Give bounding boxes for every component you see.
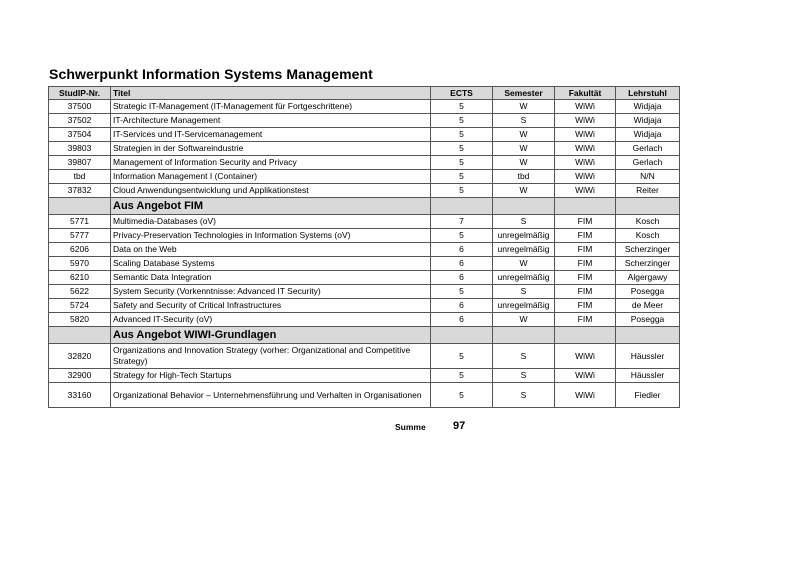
cell-ects: 5 (431, 383, 493, 408)
cell-ects: 5 (431, 369, 493, 383)
cell-studip-nr: 6206 (49, 243, 111, 257)
cell-fakultaet: WiWi (555, 114, 616, 128)
cell-ects: 6 (431, 243, 493, 257)
table-row (49, 285, 680, 299)
table-row (49, 271, 680, 285)
cell-studip-nr: 37500 (49, 100, 111, 114)
table-row (49, 184, 680, 198)
cell-fakultaet: WiWi (555, 128, 616, 142)
cell-semester: W (493, 184, 555, 198)
cell-fakultaet: FIM (555, 243, 616, 257)
cell-ects: 6 (431, 313, 493, 327)
cell-studip-nr: 5724 (49, 299, 111, 313)
section-blank-cell (431, 198, 493, 215)
cell-fakultaet: FIM (555, 285, 616, 299)
cell-titel: Advanced IT-Security (oV) (111, 313, 431, 327)
cell-semester: S (493, 114, 555, 128)
cell-fakultaet: FIM (555, 271, 616, 285)
cell-titel: Strategien in der Softwareindustrie (111, 142, 431, 156)
section-blank-cell (493, 327, 555, 344)
cell-ects: 7 (431, 215, 493, 229)
table-row (49, 257, 680, 271)
cell-studip-nr: 37504 (49, 128, 111, 142)
section-blank-cell (49, 327, 111, 344)
section-row-fim (49, 198, 680, 215)
cell-semester: unregelmäßig (493, 243, 555, 257)
cell-lehrstuhl: Scherzinger (616, 257, 680, 271)
cell-lehrstuhl: Reiter (616, 184, 680, 198)
table-row (49, 156, 680, 170)
cell-lehrstuhl: Widjaja (616, 100, 680, 114)
cell-studip-nr: 5771 (49, 215, 111, 229)
section-blank-cell (555, 327, 616, 344)
cell-titel: Cloud Anwendungsentwicklung und Applikationstest (111, 184, 431, 198)
cell-ects: 5 (431, 114, 493, 128)
cell-ects: 5 (431, 156, 493, 170)
table-row (49, 128, 680, 142)
table-row (49, 383, 680, 408)
cell-studip-nr: 37502 (49, 114, 111, 128)
table-header-row (49, 87, 680, 100)
cell-fakultaet: WiWi (555, 344, 616, 369)
cell-studip-nr: 39807 (49, 156, 111, 170)
header-lehrstuhl: Lehrstuhl (616, 87, 680, 100)
cell-semester: W (493, 156, 555, 170)
cell-lehrstuhl: Widjaja (616, 128, 680, 142)
cell-titel: System Security (Vorkenntnisse: Advanced IT Security) (111, 285, 431, 299)
cell-titel: Semantic Data Integration (111, 271, 431, 285)
table-row (49, 243, 680, 257)
cell-lehrstuhl: Scherzinger (616, 243, 680, 257)
cell-lehrstuhl: Algergawy (616, 271, 680, 285)
cell-lehrstuhl: Posegga (616, 313, 680, 327)
cell-lehrstuhl: Häussler (616, 369, 680, 383)
cell-titel: IT-Services und IT-Servicemanagement (111, 128, 431, 142)
cell-titel: Organizational Behavior – Unternehmensführung und Verhalten in Organisationen (111, 383, 431, 408)
cell-studip-nr: 5622 (49, 285, 111, 299)
section-blank-cell (616, 198, 680, 215)
cell-lehrstuhl: Häussler (616, 344, 680, 369)
page-title: Schwerpunkt Information Systems Management (49, 66, 373, 82)
summe-label: Summe (395, 422, 426, 432)
cell-semester: S (493, 215, 555, 229)
cell-studip-nr: 6210 (49, 271, 111, 285)
table-row (49, 100, 680, 114)
cell-lehrstuhl: N/N (616, 170, 680, 184)
header-studip-nr: StudIP-Nr. (49, 87, 111, 100)
summe-value: 97 (453, 420, 466, 432)
cell-semester: tbd (493, 170, 555, 184)
header-semester: Semester (493, 87, 555, 100)
cell-studip-nr: 5820 (49, 313, 111, 327)
cell-fakultaet: WiWi (555, 156, 616, 170)
cell-semester: unregelmäßig (493, 229, 555, 243)
cell-semester: W (493, 128, 555, 142)
cell-titel: Safety and Security of Critical Infrastructures (111, 299, 431, 313)
cell-ects: 5 (431, 229, 493, 243)
cell-fakultaet: WiWi (555, 369, 616, 383)
cell-titel: Data on the Web (111, 243, 431, 257)
cell-titel: Management of Information Security and Privacy (111, 156, 431, 170)
cell-titel: Organizations and Innovation Strategy (vorher: Organizational and Competitive Strategy) (111, 344, 431, 369)
cell-studip-nr: 5777 (49, 229, 111, 243)
cell-lehrstuhl: Kosch (616, 229, 680, 243)
table-row (49, 142, 680, 156)
header-fakultaet: Fakultät (555, 87, 616, 100)
cell-ects: 6 (431, 299, 493, 313)
table-row (49, 215, 680, 229)
cell-ects: 5 (431, 100, 493, 114)
cell-titel: Information Management I (Container) (111, 170, 431, 184)
cell-lehrstuhl: Gerlach (616, 156, 680, 170)
header-titel: Titel (111, 87, 431, 100)
table-row (49, 299, 680, 313)
cell-studip-nr: 37832 (49, 184, 111, 198)
table-row (49, 114, 680, 128)
cell-studip-nr: 39803 (49, 142, 111, 156)
cell-lehrstuhl: Gerlach (616, 142, 680, 156)
cell-titel: Strategy for High-Tech Startups (111, 369, 431, 383)
cell-lehrstuhl: Fiedler (616, 383, 680, 408)
cell-studip-nr: 32900 (49, 369, 111, 383)
cell-fakultaet: FIM (555, 229, 616, 243)
cell-semester: W (493, 313, 555, 327)
cell-semester: S (493, 285, 555, 299)
cell-lehrstuhl: Posegga (616, 285, 680, 299)
cell-studip-nr: 5970 (49, 257, 111, 271)
section-blank-cell (431, 327, 493, 344)
cell-fakultaet: FIM (555, 313, 616, 327)
cell-semester: S (493, 383, 555, 408)
cell-fakultaet: FIM (555, 299, 616, 313)
cell-ects: 5 (431, 184, 493, 198)
course-table (48, 86, 680, 408)
header-ects: ECTS (431, 87, 493, 100)
table-row (49, 344, 680, 369)
cell-ects: 6 (431, 257, 493, 271)
cell-ects: 5 (431, 344, 493, 369)
cell-studip-nr: 32820 (49, 344, 111, 369)
section-blank-cell (49, 198, 111, 215)
cell-titel: Strategic IT-Management (IT-Management für Fortgeschrittene) (111, 100, 431, 114)
cell-fakultaet: FIM (555, 215, 616, 229)
section-blank-cell (555, 198, 616, 215)
cell-fakultaet: WiWi (555, 100, 616, 114)
cell-titel: Privacy-Preservation Technologies in Information Systems (oV) (111, 229, 431, 243)
cell-fakultaet: WiWi (555, 383, 616, 408)
section-blank-cell (616, 327, 680, 344)
cell-fakultaet: WiWi (555, 170, 616, 184)
section-label-wiwi: Aus Angebot WIWI-Grundlagen (111, 327, 431, 344)
cell-semester: S (493, 369, 555, 383)
cell-semester: W (493, 142, 555, 156)
cell-semester: unregelmäßig (493, 271, 555, 285)
cell-studip-nr: tbd (49, 170, 111, 184)
table-row (49, 170, 680, 184)
cell-lehrstuhl: Widjaja (616, 114, 680, 128)
cell-titel: IT-Architecture Management (111, 114, 431, 128)
cell-semester: unregelmäßig (493, 299, 555, 313)
cell-ects: 6 (431, 271, 493, 285)
section-blank-cell (493, 198, 555, 215)
cell-titel: Scaling Database Systems (111, 257, 431, 271)
section-row-wiwi (49, 327, 680, 344)
cell-fakultaet: FIM (555, 257, 616, 271)
cell-fakultaet: WiWi (555, 184, 616, 198)
cell-fakultaet: WiWi (555, 142, 616, 156)
cell-ects: 5 (431, 285, 493, 299)
cell-lehrstuhl: Kosch (616, 215, 680, 229)
cell-ects: 5 (431, 128, 493, 142)
table-row (49, 369, 680, 383)
cell-ects: 5 (431, 142, 493, 156)
table-row (49, 313, 680, 327)
cell-semester: S (493, 344, 555, 369)
cell-ects: 5 (431, 170, 493, 184)
section-label-fim: Aus Angebot FIM (111, 198, 431, 215)
table-row (49, 229, 680, 243)
cell-studip-nr: 33160 (49, 383, 111, 408)
cell-semester: W (493, 257, 555, 271)
cell-semester: W (493, 100, 555, 114)
cell-lehrstuhl: de Meer (616, 299, 680, 313)
cell-titel: Multimedia-Databases (oV) (111, 215, 431, 229)
